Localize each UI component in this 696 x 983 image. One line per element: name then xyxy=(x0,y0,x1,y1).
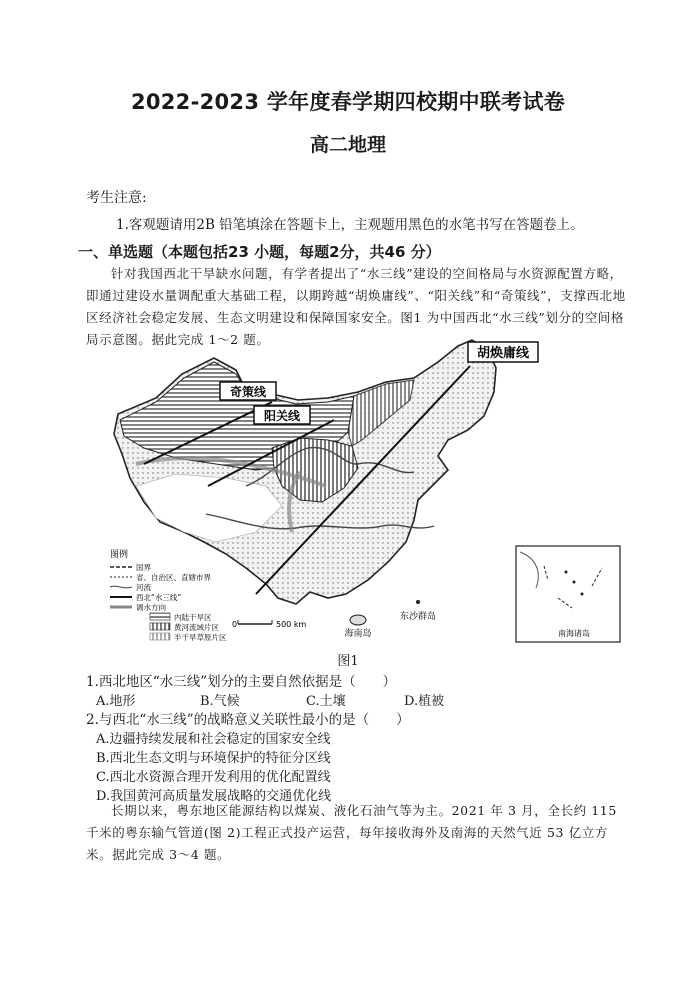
legend-item: 半干旱草原片区 xyxy=(174,633,227,642)
nanhai-label: 南海诸岛 xyxy=(558,629,590,638)
q2-option-a: A.边疆持续发展和社会稳定的国家安全线 xyxy=(96,732,331,747)
section-heading: 一、单选题（本题包括23 小题，每题2分，共46 分） xyxy=(78,243,441,261)
yangguan-line-label: 阳关线 xyxy=(263,409,301,423)
legend-title: 图例 xyxy=(110,550,129,560)
scale-bar xyxy=(232,620,306,629)
figure1-caption: 图1 xyxy=(337,654,359,669)
legend-item: 调水方向 xyxy=(136,603,166,612)
dongsha-islands xyxy=(416,600,420,604)
q2-option-c: C.西北水资源合理开发利用的优化配置线 xyxy=(96,770,331,785)
huhuanyong-line-label: 胡焕庸线 xyxy=(476,346,530,361)
south-china-sea-inset xyxy=(516,546,620,642)
legend-item: 省、自治区、直辖市界 xyxy=(136,573,211,582)
legend-item: 黄河流域片区 xyxy=(174,623,219,632)
hainan-label: 海南岛 xyxy=(344,629,372,639)
hainan-island xyxy=(350,615,366,625)
q1-option-b: B.气候 xyxy=(200,694,240,709)
qice-line-label: 奇策线 xyxy=(229,385,267,399)
exam-subject: 高二地理 xyxy=(309,134,386,156)
q1-option-d: D.植被 xyxy=(404,694,445,709)
q2-option-d: D.我国黄河高质量发展战略的交通优化线 xyxy=(96,789,332,804)
scale-label: 500 km xyxy=(276,620,307,629)
dongsha-label: 东沙群岛 xyxy=(399,612,437,622)
passage-3-4: 长期以来，粤东地区能源结构以煤炭、液化石油气等为主。2021 年 3 月，全长约 115 千米的粤东输气管道(图 2)工程正式投产运营，每年接收海外及南海的天然气近 53 亿立方米。据此完成 3～4 题。 xyxy=(86,803,617,862)
intro-paragraph: 针对我国西北干旱缺水问题，有学者提出了“水三线”建设的空间格局与水资源配置方略，即通过建设水量调配重大基础工程，以期跨越“胡焕庸线”、“阳关线”和“奇策线”，支撑西北地区经济社会稳定发展、生态文明建设和保障国家安全。图1 为中国西北“水三线”划分的空间格局示意图。据此完成 1～2 题。 xyxy=(86,266,626,347)
scale-zero: 0 xyxy=(232,620,238,629)
q1-option-a: A.地形 xyxy=(96,694,136,709)
question-1-stem: 1.西北地区“水三线”划分的主要自然依据是（ ） xyxy=(86,674,397,690)
q1-option-c: C.土壤 xyxy=(306,694,346,709)
figure1-map xyxy=(96,336,626,644)
notice-heading: 考生注意: xyxy=(86,190,147,206)
question-2-stem: 2.与西北“水三线”的战略意义关联性最小的是（ ） xyxy=(86,712,410,728)
notice-item: 1.客观题请用2B 铅笔填涂在答题卡上，主观题用黑色的水笔书写在答题卷上。 xyxy=(116,217,584,233)
legend-item: 内陆干旱区 xyxy=(174,613,212,622)
q2-option-b: B.西北生态文明与环境保护的特征分区线 xyxy=(96,751,331,766)
legend-item: 西北“水三线” xyxy=(136,593,182,602)
exam-title: 2022-2023 学年度春学期四校期中联考试卷 xyxy=(130,90,566,114)
legend-item: 国界 xyxy=(136,563,151,572)
map-legend xyxy=(110,548,227,642)
legend-item: 河流 xyxy=(136,583,151,592)
